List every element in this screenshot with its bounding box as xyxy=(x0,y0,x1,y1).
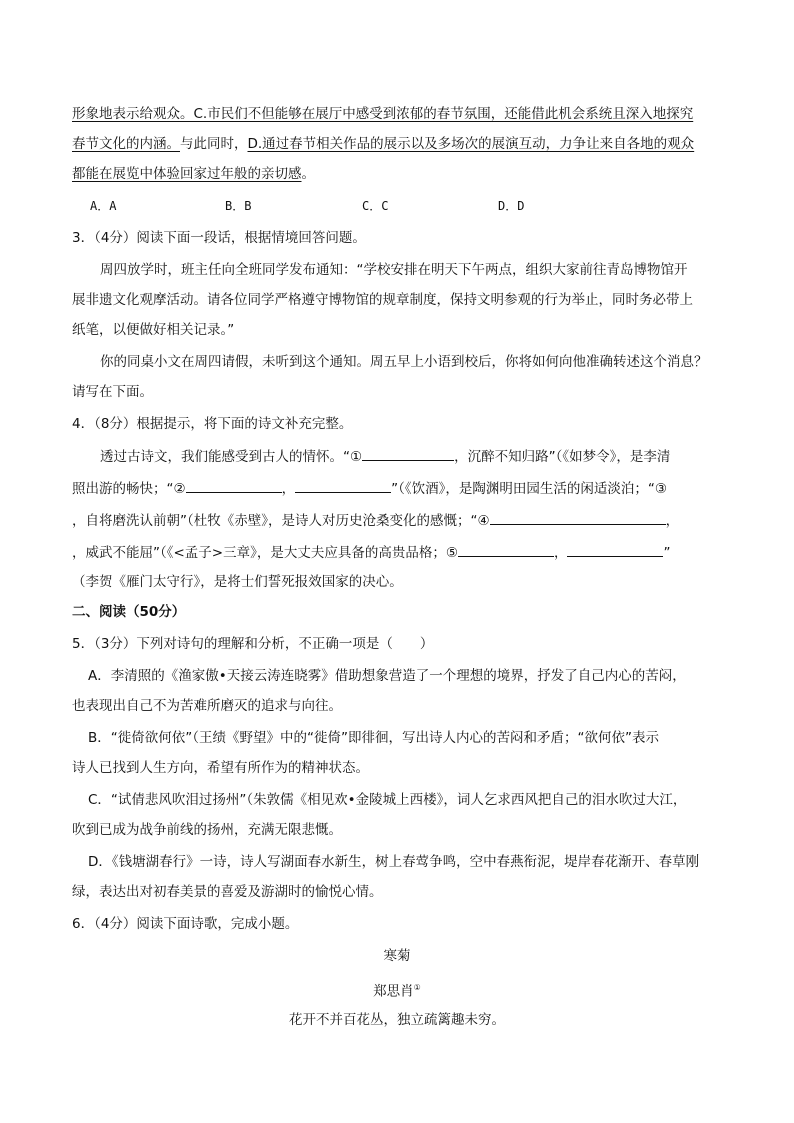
q5-option-b-2: 诗人已找到人生方向，希望有所作为的精神状态。 xyxy=(72,760,369,776)
answer-blank-5b[interactable] xyxy=(567,542,663,557)
q4-text: ”（《饮酒》，是陶渊明田园生活的闲适淡泊；“③ xyxy=(391,481,667,497)
q3-para-5: 请写在下面。 xyxy=(72,384,153,400)
transition-text: 与此同时， xyxy=(180,136,248,152)
q2-line-2 xyxy=(72,134,694,154)
q3-para-1: 周四放学时，班主任向全班同学发布通知：“学校安排在明天下午两点，组织大家前往青岛博物馆开 xyxy=(100,262,688,278)
period: 。 xyxy=(301,166,315,182)
footnote-marker: ① xyxy=(413,983,421,992)
q4-line-4 xyxy=(72,542,670,563)
q3-para-4: 你的同桌小文在周四请假，未听到这个通知。周五早上小语到校后，你将如何向他准确转述这个消息？ xyxy=(100,354,708,370)
q5-option-d-1: D．《钱塘湖春行》一诗，诗人写湖面春水新生，树上春莺争鸣，空中春燕衔泥，堤岸春花渐开、春草刚 xyxy=(88,854,700,870)
answer-blank-1[interactable] xyxy=(362,446,454,461)
q4-text: ， xyxy=(665,513,680,529)
q6-stem: 6．（4分）阅读下面诗歌，完成小题。 xyxy=(72,916,299,932)
answer-blank-2a[interactable] xyxy=(186,478,282,493)
underlined-text: 形象地表示给观众。 xyxy=(72,106,194,122)
q5-option-d-2: 绿，表达出对初春美景的喜爱及游湖时的愉悦心情。 xyxy=(72,884,383,900)
sentence-d-end: 都能在展览中体验回家过年般的亲切感 xyxy=(72,166,302,182)
q2-line-1 xyxy=(72,104,693,124)
q4-text: 透过古诗文，我们能感受到古人的情怀。“① xyxy=(100,449,363,465)
q4-text: ” xyxy=(663,545,671,561)
q4-line-5: （李贺《雁门太守行》，是将士们誓死报效国家的决心。 xyxy=(72,574,403,590)
section-heading: 二、阅读（50分） xyxy=(72,604,186,620)
q4-line-1 xyxy=(100,446,670,467)
q4-line-2 xyxy=(72,478,667,499)
q2-line-3 xyxy=(72,164,315,184)
answer-blank-2b[interactable] xyxy=(295,478,391,493)
option-a: A．A xyxy=(90,199,117,213)
q5-option-a-2: 也表现出自己不为苦难所磨灭的追求与向往。 xyxy=(72,698,342,714)
answer-blank-4[interactable] xyxy=(490,510,666,525)
q5-option-b-1: B．“徙倚欲何依”（王绩《野望》中的“徙倚”即徘徊，写出诗人内心的苦闷和矛盾；“欲何依”表示 xyxy=(88,730,659,746)
sentence-c: C.市民们不但能够在展厅中感受到浓郁的春节氛围，还能借此机会系统且深入地探究 xyxy=(193,106,694,122)
q3-para-2: 展非遗文化观摩活动。请各位同学严格遵守博物馆的规章制度，保持文明参观的行为举止，同时务必带上 xyxy=(72,292,693,308)
q4-text: ，沉醉不知归路”（《如梦令》，是李清 xyxy=(454,449,671,465)
poem-author xyxy=(0,978,794,1002)
q4-text: ，自将磨洗认前朝”（杜牧《赤壁》，是诗人对历史沧桑变化的感慨；“④ xyxy=(72,513,490,529)
poem-line-1: 花开不并百花丛，独立疏篱趣未穷。 xyxy=(289,1012,505,1028)
q3-stem: 3．（4分）阅读下面一段话，根据情境回答问题。 xyxy=(72,230,366,246)
q5-option-c-2: 吹到已成为战争前线的扬州，充满无限悲慨。 xyxy=(72,822,342,838)
q4-text: ， xyxy=(281,481,296,497)
poem-title: 寒菊 xyxy=(383,948,411,964)
sentence-d: D.通过春节相关作品的展示以及多场次的展演互动，力争让来自各地的观众 xyxy=(247,136,695,152)
option-c: C．C xyxy=(362,199,389,213)
q4-text: ，威武不能屈”（《<孟子>三章》，是大丈夫应具备的高贵品格；⑤ xyxy=(72,545,458,561)
q4-stem: 4．（8分）根据提示，将下面的诗文补充完整。 xyxy=(72,416,353,432)
q4-line-3 xyxy=(72,510,679,531)
q5-option-a-1: A．李清照的《渔家傲•天接云涛连晓雾》借助想象营造了一个理想的境界，抒发了自己内心的苦闷， xyxy=(88,668,686,684)
author-name: 郑思肖 xyxy=(373,983,414,1000)
option-d: D．D xyxy=(498,199,525,213)
q5-option-c-1: C．“试倩悲风吹泪过扬州”（朱敦儒《相见欢•金陵城上西楼》，词人乞求西风把自己的泪水吹过大江， xyxy=(88,792,687,808)
q5-stem: 5．（3分）下列对诗句的理解和分析，不正确一项是（ ） xyxy=(72,636,434,652)
answer-blank-5a[interactable] xyxy=(458,542,554,557)
q4-text: 照出游的畅快；“② xyxy=(72,481,186,497)
q3-para-3: 纸笔，以便做好相关记录。” xyxy=(72,322,235,338)
option-b: B．B xyxy=(225,199,252,213)
q4-text: ， xyxy=(553,545,568,561)
sentence-c-end: 春节文化的内涵。 xyxy=(72,136,180,152)
